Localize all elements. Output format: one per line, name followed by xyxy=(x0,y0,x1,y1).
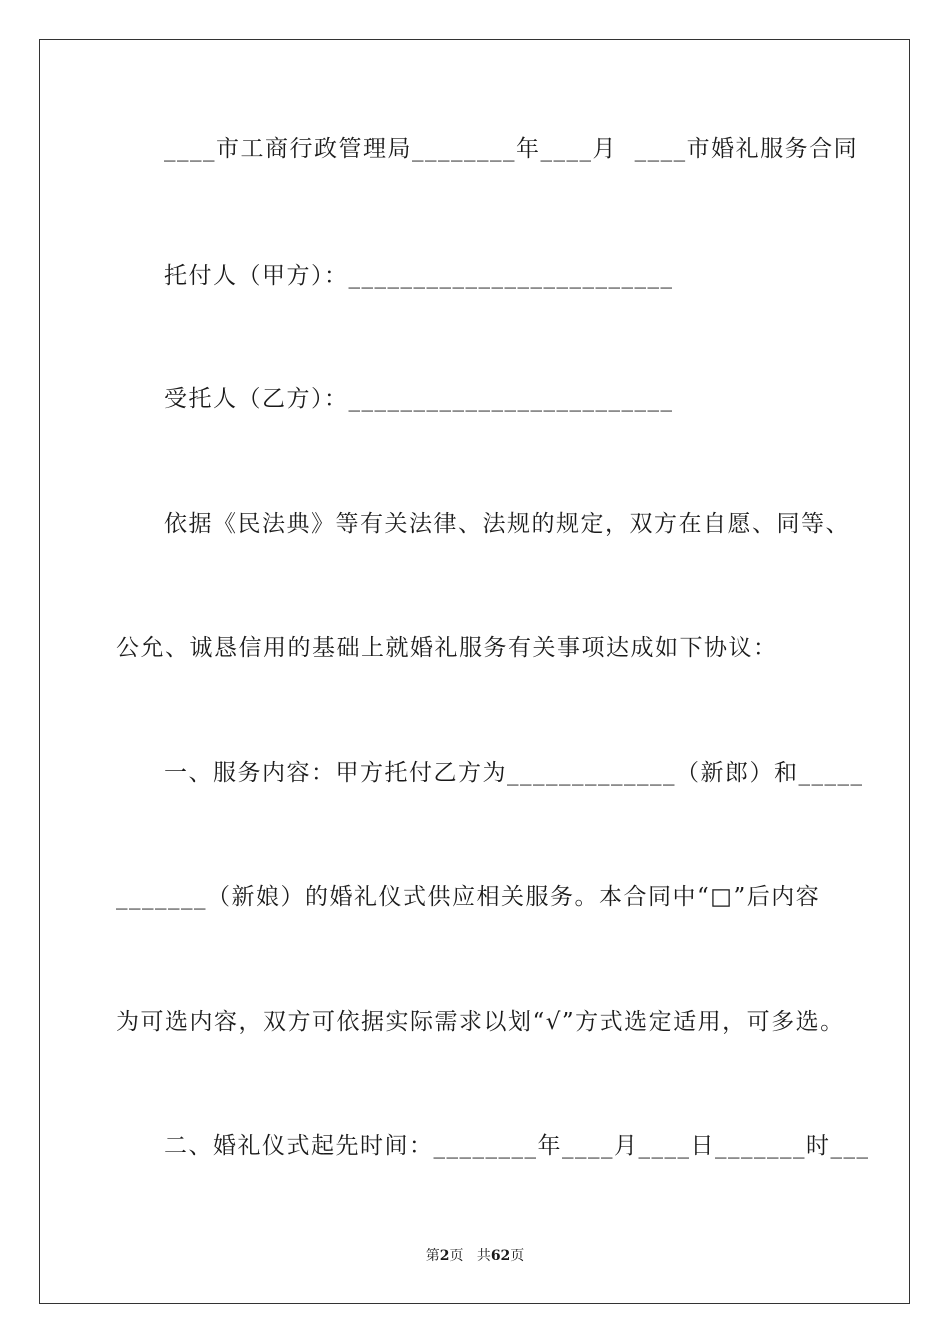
footer-page-number: 2 xyxy=(439,1248,450,1264)
paragraph-basis-line-1: 依据《民法典》等有关法律、法规的规定，双方在自愿、同等、 xyxy=(164,511,850,537)
footer-total-prefix: 共 xyxy=(476,1248,491,1264)
clause-one-line-3: 为可选内容，双方可依据实际需求以划“√”方式选定适用，可多选。 xyxy=(116,1009,845,1035)
party-a-line: 托付人（甲方）：_________________________ xyxy=(164,263,674,289)
footer-total-pages: 62 xyxy=(490,1248,511,1264)
footer-page-suffix: 页 xyxy=(449,1248,464,1264)
page-border xyxy=(39,39,910,1304)
page-footer xyxy=(0,1246,950,1266)
clause-two-line: 二、婚礼仪式起先时间：________年____月____日_______时___ xyxy=(164,1133,870,1159)
clause-one-line-2: _______（新娘）的婚礼仪式供应相关服务。本合同中“□”后内容 xyxy=(116,884,821,910)
party-b-line: 受托人（乙方）：_________________________ xyxy=(164,386,674,412)
footer-total-suffix: 页 xyxy=(510,1248,525,1264)
footer-page-prefix: 第 xyxy=(425,1248,440,1264)
paragraph-basis-line-2: 公允、诚恳信用的基础上就婚礼服务有关事项达成如下协议： xyxy=(116,635,778,661)
contract-header-line: ____市工商行政管理局________年____月 ____市婚礼服务合同 xyxy=(164,136,859,162)
clause-one-line-1: 一、服务内容：甲方托付乙方为_____________（新郎）和_____ xyxy=(164,760,864,786)
